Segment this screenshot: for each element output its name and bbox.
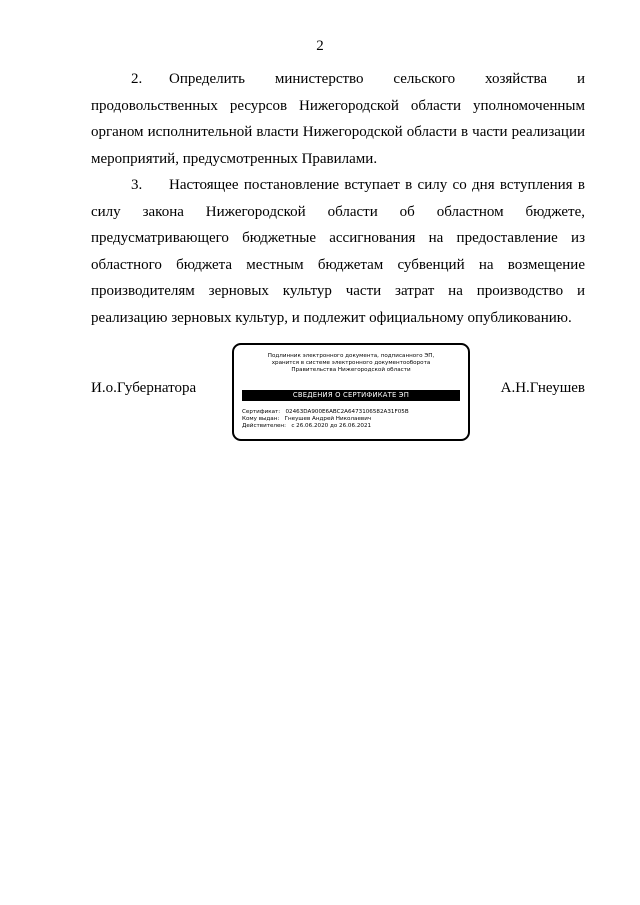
paragraph-text: Настоящее постановление вступает в силу со дня вступления в силу закона Нижегородской области об областном бюджете, предусматривающего бюджетные ассигнования на предоставление из областного бюджета местным бюджетам субвенций на возмещение производителям зерновых культур части затрат на производство и реализацию зерновых культур, и подлежит официальному опубликованию.: [91, 177, 585, 326]
stamp-header-line: Подлинник электронного документа, подписанного ЭП,: [267, 353, 435, 359]
signer-position: И.о.Губернатора: [91, 380, 197, 396]
document-body: [91, 66, 585, 331]
stamp-header: [234, 353, 468, 375]
paragraph-text: Определить министерство сельского хозяйства и продовольственных ресурсов Нижегородской области уполномоченным органом исполнительной власти Нижегородской области в части реализации мероприятий, предусмотренных Правилами.: [91, 71, 585, 167]
issued-to-value: Гнеушев Андрей Николаевич: [284, 416, 372, 423]
certificate-label: Сертификат:: [242, 409, 284, 415]
electronic-signature-stamp: [232, 343, 470, 441]
stamp-details: [242, 409, 409, 431]
stamp-header-line: Правительства Нижегородской области: [291, 367, 411, 374]
certificate-value: 02463DA900E6ABC2A6473106582A31F05B: [285, 409, 409, 415]
paragraph-2: [91, 66, 585, 172]
valid-value: с 26.06.2020 до 26.06.2021: [291, 423, 372, 430]
paragraph-number: 3.: [131, 177, 143, 193]
paragraph-number: 2.: [131, 71, 143, 87]
signer-name: А.Н.Гнеушев: [500, 380, 585, 396]
stamp-title: СВЕДЕНИЯ О СЕРТИФИКАТЕ ЭП: [242, 390, 460, 401]
page-number: 2: [316, 38, 324, 54]
paragraph-3: [91, 172, 585, 331]
issued-to-label: Кому выдан:: [242, 416, 283, 423]
valid-label: Действителен:: [242, 423, 290, 430]
valid-row: [242, 423, 409, 430]
stamp-header-line: хранится в системе электронного документооборота: [271, 360, 431, 367]
